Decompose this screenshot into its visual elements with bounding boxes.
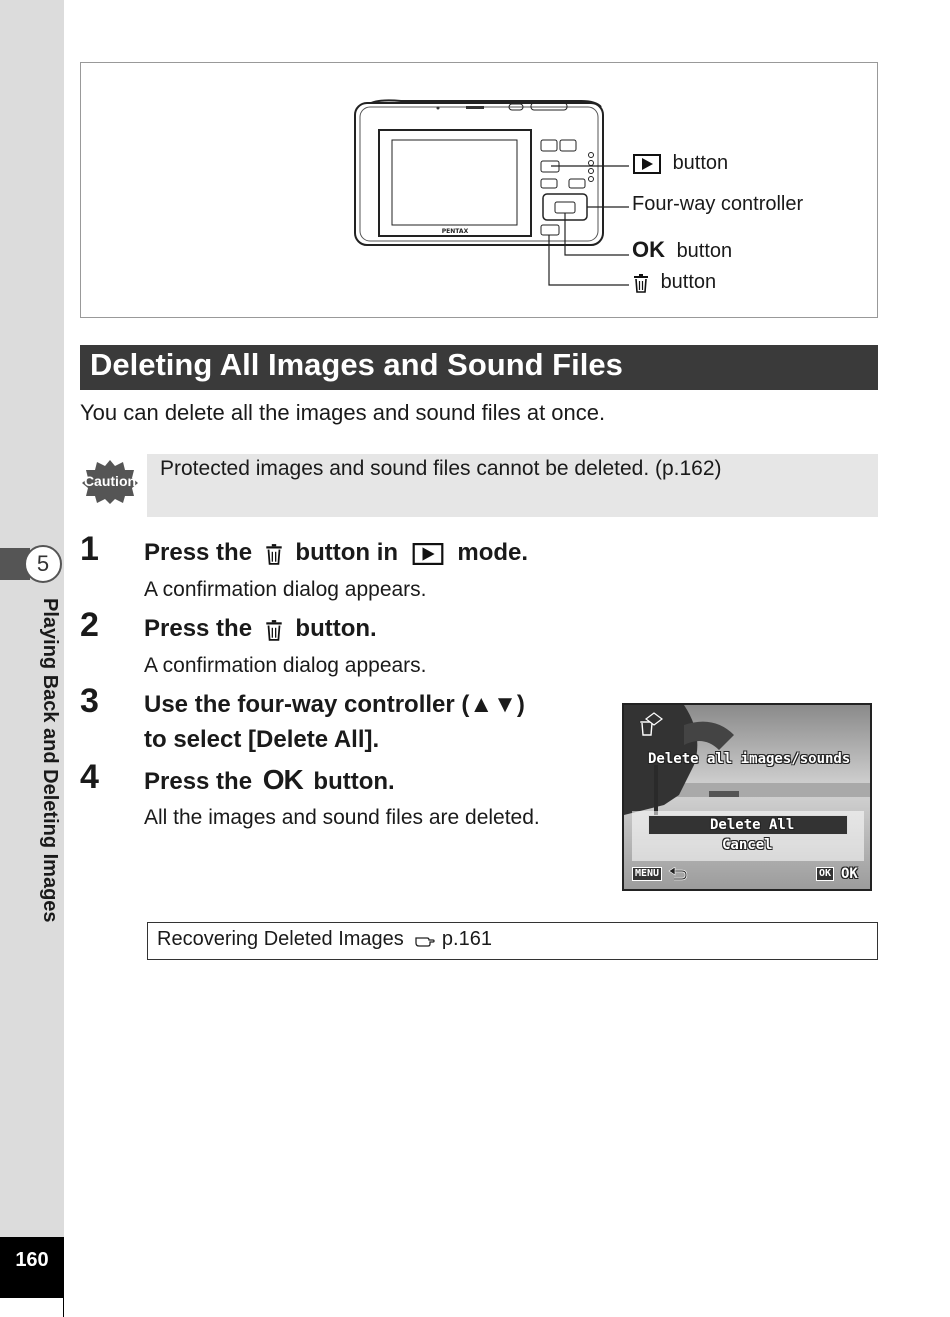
ok-button-callout <box>632 237 732 263</box>
step-2-text <box>144 615 377 643</box>
lcd-option-delete-all[interactable]: Delete All <box>710 817 795 833</box>
step-4-sub: All the images and sound files are deleted. <box>144 806 540 829</box>
step-3-line-2: to select [Delete All]. <box>144 726 380 753</box>
camera-back-drawing <box>81 63 877 317</box>
step-1-number: 1 <box>80 530 99 568</box>
section-title: Deleting All Images and Sound Files <box>80 345 878 390</box>
caution-icon <box>82 458 138 504</box>
reference-link[interactable] <box>157 928 492 951</box>
step-1-text <box>144 539 528 567</box>
step-4-text-b: button. <box>313 768 395 795</box>
playback-callout-label: button <box>672 152 729 174</box>
trash-icon <box>265 543 283 565</box>
step-4-text <box>144 764 395 796</box>
chapter-title: Playing Back and Deleting Images <box>39 598 61 923</box>
playback-icon <box>633 154 661 174</box>
camera-illustration <box>80 62 878 318</box>
ok-glyph: OK <box>632 237 665 262</box>
lcd-ok-button: OK <box>816 867 834 881</box>
caution-text: Protected images and sound files cannot be deleted. (p.162) <box>160 457 722 480</box>
reference-page: p.161 <box>441 928 492 950</box>
trash-callout-label: button <box>660 271 717 293</box>
trash-button-callout <box>633 271 716 294</box>
caution-badge-text: Caution <box>83 473 137 489</box>
step-3-line-1: Use the four-way controller (▲▼) <box>144 691 525 718</box>
step-1-sub: A confirmation dialog appears. <box>144 578 427 601</box>
ok-glyph: OK <box>262 764 303 795</box>
step-3-number: 3 <box>80 682 99 720</box>
trash-icon <box>633 273 649 293</box>
playback-icon <box>411 543 445 565</box>
ok-callout-label: button <box>676 240 733 262</box>
step-2-text-b: button. <box>295 615 377 642</box>
step-4-text-a: Press the <box>144 768 253 795</box>
step-4-number: 4 <box>80 758 99 796</box>
pointing-hand-icon <box>415 933 435 947</box>
trash-icon <box>265 619 283 641</box>
delete-all-icon <box>634 711 664 737</box>
page-number-rule <box>0 1297 64 1317</box>
page-number: 160 <box>0 1237 64 1297</box>
step-1-text-b: button in <box>295 539 399 566</box>
step-1-text-a: Press the <box>144 539 253 566</box>
step-2-sub: A confirmation dialog appears. <box>144 654 427 677</box>
step-2-text-a: Press the <box>144 615 253 642</box>
lcd-ok-label: OK <box>841 866 858 882</box>
lcd-option-cancel[interactable]: Cancel <box>722 837 773 853</box>
four-way-callout: Four-way controller <box>632 193 804 215</box>
back-arrow-icon <box>668 867 688 881</box>
chapter-number: 5 <box>24 545 62 583</box>
reference-text: Recovering Deleted Images <box>157 928 404 950</box>
step-1-text-c: mode. <box>457 539 529 566</box>
lcd-heading: Delete all images/sounds <box>648 751 851 767</box>
section-intro: You can delete all the images and sound files at once. <box>80 400 606 425</box>
lcd-menu-button: MENU <box>632 867 662 881</box>
step-2-number: 2 <box>80 606 99 644</box>
lcd-screen <box>622 703 872 891</box>
camera-brand: PENTAX <box>441 228 469 235</box>
playback-button-callout <box>633 152 728 175</box>
